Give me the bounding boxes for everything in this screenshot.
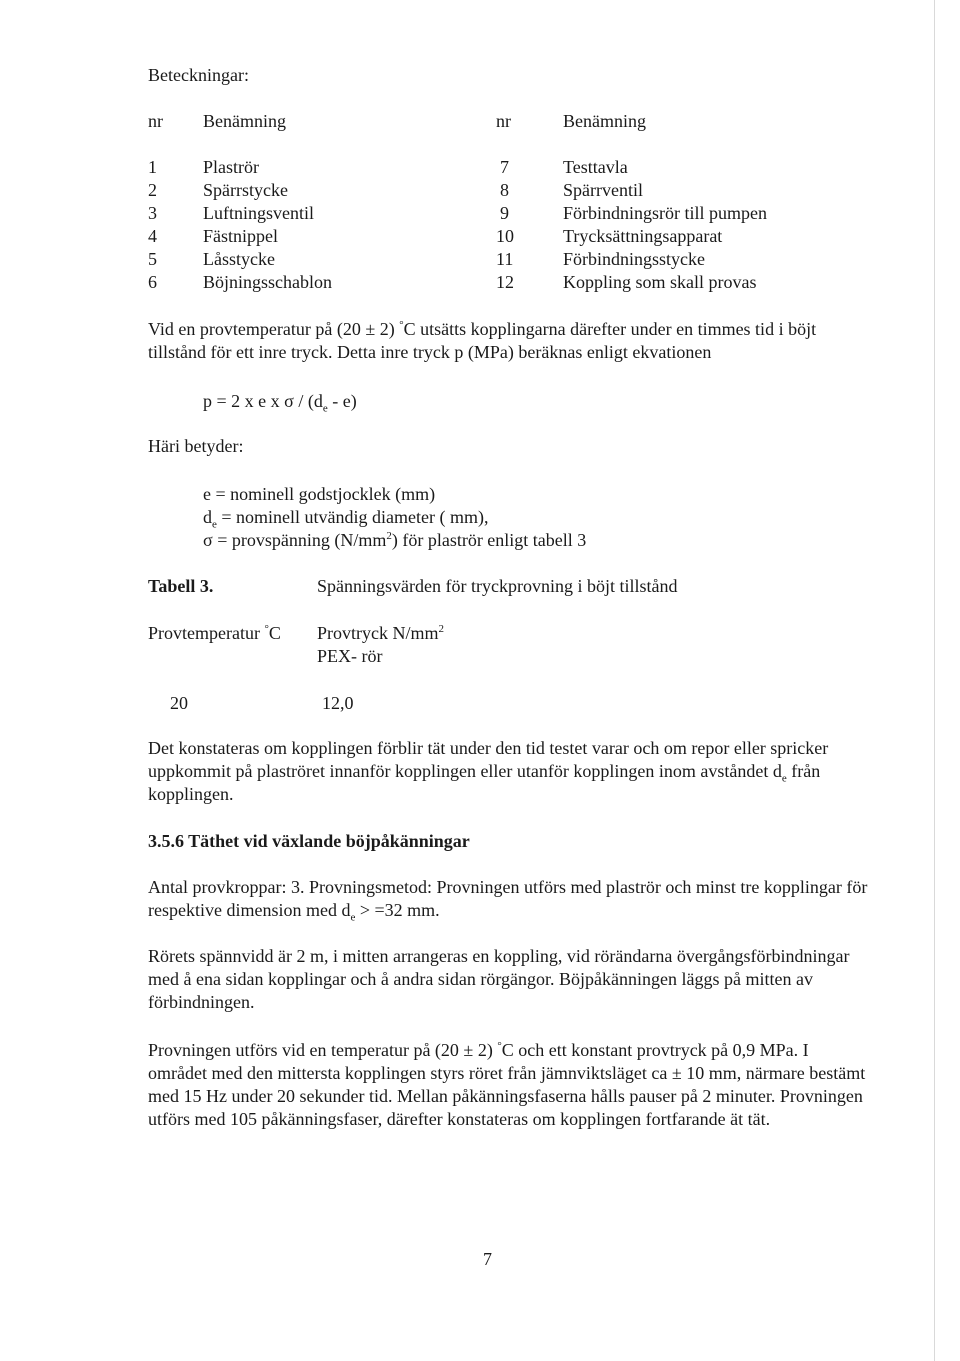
table-row-nr: 6 xyxy=(148,272,157,292)
paragraph-test-procedure: Provningen utförs vid en temperatur på (20 ± 2) °C och ett konstant provtryck på 0,9 MPa. I området med den mittersta kopplingen styrs röret från jämnviktsläget ca ± 10 mm, närmare bestämt med 15 Hz under 20 sekunder tid. Mellan påkänningsfaserna hålls pauser på 2 minuter. Provningen utförs med 105 påkänningsfaser, därefter konstateras om kopplingen fortfarande ät tät. xyxy=(148,1040,866,1129)
table-row-nr: 12 xyxy=(496,272,514,292)
table-row-nr: 11 xyxy=(496,249,514,269)
table-row-nr: 4 xyxy=(148,226,157,246)
table-row-nr: 8 xyxy=(500,180,509,200)
degree-symbol: ° xyxy=(497,1040,502,1052)
table-row-name: Spärrstycke xyxy=(203,180,288,200)
definition-e: e = nominell godstjocklek (mm) xyxy=(203,484,436,504)
tabell3-value-temperature: 20 xyxy=(170,693,188,713)
table-row-nr: 2 xyxy=(148,180,157,200)
table-row-name: Testtavla xyxy=(563,157,628,177)
table-row-nr: 9 xyxy=(500,203,509,223)
table-row-nr: 7 xyxy=(500,157,509,177)
definition-sigma: σ = provspänning $(N/mm^2)$ för plaströr enligt tabell 3 xyxy=(203,530,587,550)
table-row-name: Koppling som skall provas xyxy=(563,272,757,292)
tabell3-col-pressure-sub: PEX- rör xyxy=(317,646,383,666)
tabell3-label: Tabell 3. xyxy=(148,576,214,596)
plus-minus-symbol: ± xyxy=(463,1040,474,1060)
table-row-nr: 5 xyxy=(148,249,157,269)
table-row-name: Spärrventil xyxy=(563,180,643,200)
heading-beteckningar: Beteckningar: xyxy=(148,65,249,85)
table-row-name: Förbindningsstycke xyxy=(563,249,705,269)
table-row-name: Trycksättningsapparat xyxy=(563,226,723,246)
definition-de: $d_e$ = nominell utvändig diameter ( mm), xyxy=(203,507,489,531)
table-row-nr: 3 xyxy=(148,203,157,223)
scan-edge-line xyxy=(934,0,935,1361)
paragraph-span-arrangement: Rörets spännvidd är 2 m, i mitten arrangeras en koppling, vid rörändarna övergångsförbindningar med å ena sidan kopplingar och å andra sidan rörgängor. Böjpåkänningen läggs på mitten av förbindningen. xyxy=(148,946,850,1012)
col-header-nr-left: nr xyxy=(148,111,163,131)
hari-betyder-label: Häri betyder: xyxy=(148,436,244,456)
tabell3-col-pressure: Provtryck $N/mm^2$ xyxy=(317,623,444,643)
table-row-nr: 1 xyxy=(148,157,157,177)
col-header-name-left: Benämning xyxy=(203,111,286,131)
paragraph-test-specimens: Antal provkroppar: 3. Provningsmetod: Provningen utförs med plaströr och minst tre kopplingar för respektive dimension med $d_e > =32$ mm. xyxy=(148,877,868,924)
tabell3-col-temperature: Provtemperatur °C xyxy=(148,623,281,643)
degree-symbol: ° xyxy=(399,319,404,331)
intro-paragraph: Vid en provtemperatur på (20 ± 2) °C utsätts kopplingarna därefter under en timmes tid i böjt tillstånd för ett inre tryck. Detta inre tryck p (MPa) beräknas enligt ekvationen xyxy=(148,319,817,362)
section-heading-3-5-6: 3.5.6 Täthet vid växlande böjpåkänningar xyxy=(148,831,470,851)
table-row-name: Förbindningsrör till pumpen xyxy=(563,203,767,223)
table-row-name: Låsstycke xyxy=(203,249,275,269)
tabell3-title: Spänningsvärden för tryckprovning i böjt tillstånd xyxy=(317,576,678,596)
table-row-name: Plaströr xyxy=(203,157,259,177)
col-header-nr-right: nr xyxy=(496,111,511,131)
page-number: 7 xyxy=(483,1249,492,1269)
pressure-formula: p = 2 x e x σ / $(d_e - e)$ xyxy=(203,391,357,415)
table-row-name: Luftningsventil xyxy=(203,203,314,223)
paragraph-leak-check: Det konstateras om kopplingen förblir tät under den tid testet varar och om repor eller spricker uppkommit på plaströret innanför kopplingen eller utanför kopplingen inom avståndet $d_e$ från kopplingen. xyxy=(148,738,829,804)
table-row-nr: 10 xyxy=(496,226,514,246)
col-header-name-right: Benämning xyxy=(563,111,646,131)
plus-minus-symbol: ± xyxy=(671,1063,682,1083)
tabell3-value-pressure: 12,0 xyxy=(322,693,354,713)
table-row-name: Fästnippel xyxy=(203,226,278,246)
table-row-name: Böjningsschablon xyxy=(203,272,332,292)
plus-minus-symbol: ± xyxy=(365,319,376,339)
